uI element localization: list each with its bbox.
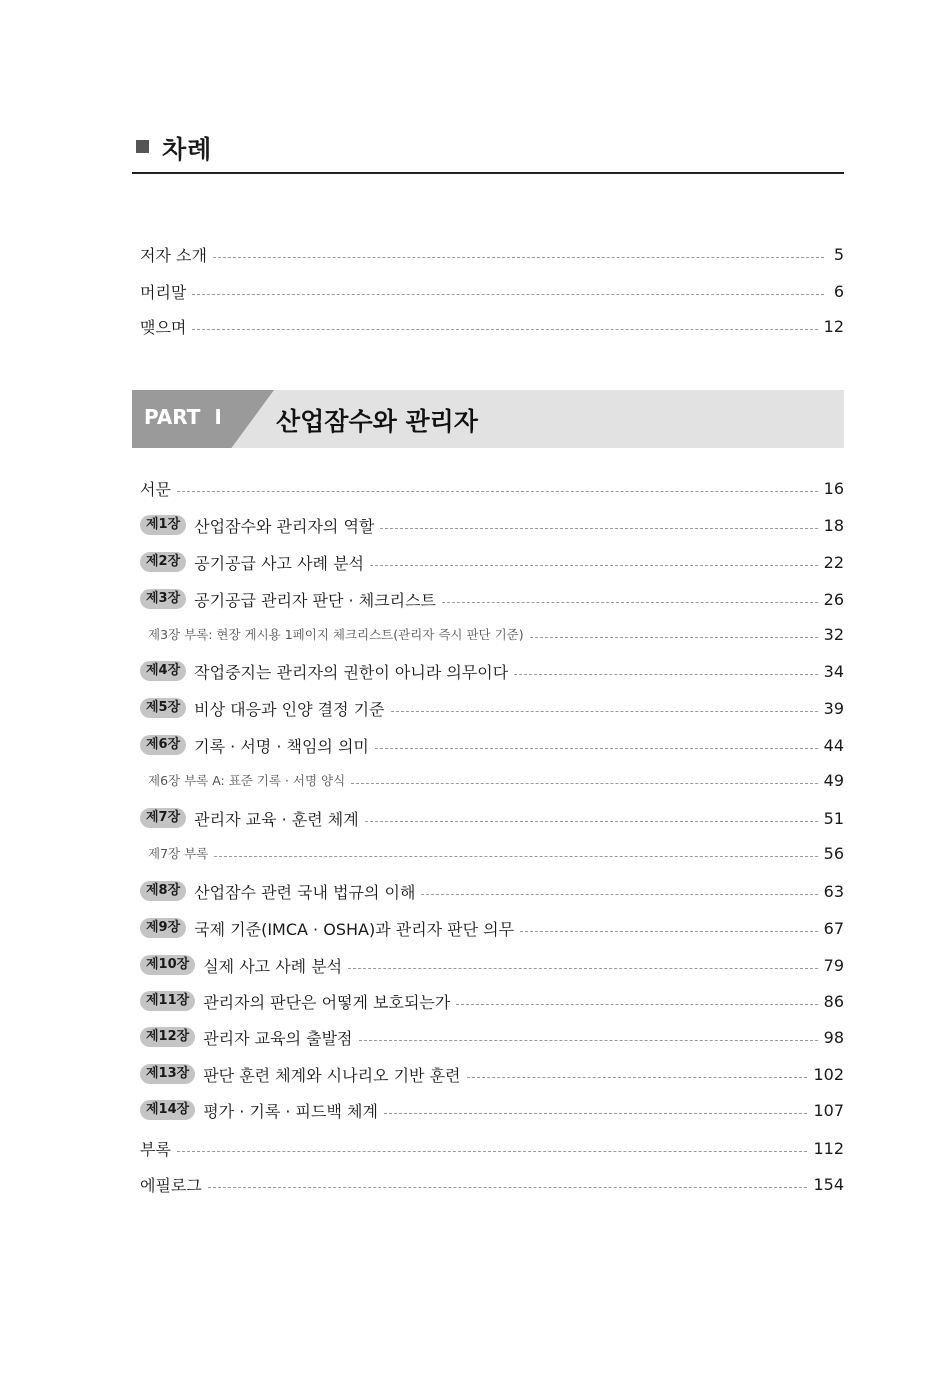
dot-leader xyxy=(530,637,818,638)
entry-page-number: 49 xyxy=(823,770,844,790)
entry-page-number: 26 xyxy=(823,589,844,609)
dot-leader xyxy=(208,1187,808,1188)
entry-title: 맺으며 xyxy=(140,317,187,337)
chapter-badge: 제11장 xyxy=(140,991,195,1011)
entry-title: 제6장 부록 A: 표준 기록 · 서명 양식 xyxy=(148,773,346,788)
entry-page-number: 63 xyxy=(823,881,844,901)
entry-page-number: 16 xyxy=(823,478,844,498)
entry-title: 판단 훈련 체계와 시나리오 기반 훈련 xyxy=(203,1065,461,1085)
entry-title: 관리자 교육 · 훈련 체계 xyxy=(194,809,359,829)
toc-entry-chapter-1[interactable] xyxy=(140,513,844,537)
entry-title: 공기공급 사고 사례 분석 xyxy=(194,553,364,573)
chapter-badge: 제3장 xyxy=(140,589,186,609)
dot-leader xyxy=(348,968,818,969)
entry-page-number: 22 xyxy=(823,552,844,572)
entry-page-number: 102 xyxy=(813,1064,844,1084)
toc-entry-chapter-8[interactable] xyxy=(140,879,844,903)
dot-leader xyxy=(380,528,817,529)
entry-title: 서문 xyxy=(140,479,171,499)
toc-entry-chapter-5[interactable] xyxy=(140,696,844,720)
toc-entry-chapter-7[interactable] xyxy=(140,806,844,830)
entry-page-number: 32 xyxy=(823,624,844,644)
toc-entry-chapter-6-appendix[interactable] xyxy=(140,768,844,792)
toc-entry-chapter-10[interactable] xyxy=(140,953,844,977)
dot-leader xyxy=(351,783,817,784)
toc-entry-preface[interactable] xyxy=(140,279,844,303)
chapter-badge: 제2장 xyxy=(140,552,186,572)
chapter-badge: 제5장 xyxy=(140,698,186,718)
toc-entry-chapter-3-appendix[interactable] xyxy=(140,622,844,646)
dot-leader xyxy=(177,1151,808,1152)
toc-entry-chapter-13[interactable] xyxy=(140,1062,844,1086)
entry-page-number: 56 xyxy=(823,843,844,863)
entry-title: 공기공급 관리자 판단 · 체크리스트 xyxy=(194,590,436,610)
toc-entry-chapter-3[interactable] xyxy=(140,587,844,611)
entry-page-number: 67 xyxy=(823,918,844,938)
chapter-badge: 제12장 xyxy=(140,1027,195,1047)
entry-title: 저자 소개 xyxy=(140,245,207,265)
entry-title: 머리말 xyxy=(140,282,187,302)
toc-entry-introduction[interactable] xyxy=(140,476,844,500)
dot-leader xyxy=(359,1040,818,1041)
entry-page-number: 39 xyxy=(823,698,844,718)
entry-page-number: 112 xyxy=(813,1138,844,1158)
toc-header xyxy=(132,126,844,174)
chapter-badge: 제6장 xyxy=(140,735,186,755)
dot-leader xyxy=(214,856,817,857)
toc-entry-chapter-4[interactable] xyxy=(140,659,844,683)
chapter-badge: 제14장 xyxy=(140,1100,195,1120)
dot-leader xyxy=(375,748,818,749)
entry-title: 비상 대응과 인양 결정 기준 xyxy=(194,699,385,719)
entry-title: 평가 · 기록 · 피드백 체계 xyxy=(203,1101,378,1121)
toc-entry-closing[interactable] xyxy=(140,314,844,338)
entry-title: 산업잠수와 관리자의 역할 xyxy=(194,516,375,536)
dot-leader xyxy=(467,1077,808,1078)
chapter-badge: 제9장 xyxy=(140,918,186,938)
page-title: 차례 xyxy=(162,135,213,164)
dot-leader xyxy=(192,294,824,295)
header-divider xyxy=(132,172,844,174)
dot-leader xyxy=(442,602,818,603)
chapter-badge: 제4장 xyxy=(140,661,186,681)
entry-page-number: 86 xyxy=(823,991,844,1011)
dot-leader xyxy=(384,1113,808,1114)
entry-page-number: 51 xyxy=(823,808,844,828)
entry-title: 관리자 교육의 출발점 xyxy=(203,1028,353,1048)
dot-leader xyxy=(192,329,817,330)
dot-leader xyxy=(514,674,817,675)
entry-title: 실제 사고 사례 분석 xyxy=(203,956,343,976)
entry-page-number: 107 xyxy=(813,1100,844,1120)
toc-entry-epilogue[interactable] xyxy=(140,1172,844,1196)
entry-page-number: 44 xyxy=(823,735,844,755)
toc-entry-appendix[interactable] xyxy=(140,1136,844,1160)
toc-entry-chapter-9[interactable] xyxy=(140,916,844,940)
chapter-badge: 제7장 xyxy=(140,808,186,828)
part-banner xyxy=(132,390,844,448)
chapter-badge: 제10장 xyxy=(140,955,195,975)
entry-page-number: 34 xyxy=(823,661,844,681)
toc-entry-author-intro[interactable] xyxy=(140,242,844,266)
dot-leader xyxy=(520,931,818,932)
entry-title: 산업잠수 관련 국내 법규의 이해 xyxy=(194,882,416,902)
toc-entry-chapter-7-appendix[interactable] xyxy=(140,841,844,865)
entry-page-number: 18 xyxy=(823,515,844,535)
dot-leader xyxy=(177,491,818,492)
entry-title: 관리자의 판단은 어떻게 보호되는가 xyxy=(203,992,451,1012)
entry-page-number: 12 xyxy=(823,316,844,336)
entry-title: 국제 기준(IMCA · OSHA)과 관리자 판단 의무 xyxy=(194,919,515,939)
entry-title: 작업중지는 관리자의 권한이 아니라 의무이다 xyxy=(194,662,509,682)
entry-page-number: 154 xyxy=(813,1174,844,1194)
toc-entry-chapter-11[interactable] xyxy=(140,989,844,1013)
toc-entry-chapter-12[interactable] xyxy=(140,1025,844,1049)
entry-title: 에필로그 xyxy=(140,1175,202,1195)
entry-page-number: 79 xyxy=(823,955,844,975)
part-title: 산업잠수와 관리자 xyxy=(276,407,478,436)
square-bullet-icon xyxy=(136,140,149,153)
dot-leader xyxy=(456,1004,817,1005)
chapter-badge: 제8장 xyxy=(140,881,186,901)
toc-entry-chapter-14[interactable] xyxy=(140,1098,844,1122)
dot-leader xyxy=(370,565,818,566)
entry-page-number: 5 xyxy=(833,244,844,264)
dot-leader xyxy=(391,711,818,712)
toc-entry-chapter-2[interactable] xyxy=(140,550,844,574)
toc-entry-chapter-6[interactable] xyxy=(140,733,844,757)
entry-title: 기록 · 서명 · 책임의 의미 xyxy=(194,736,369,756)
chapter-badge: 제13장 xyxy=(140,1064,195,1084)
dot-leader xyxy=(421,894,817,895)
entry-page-number: 6 xyxy=(833,281,844,301)
dot-leader xyxy=(365,821,818,822)
dot-leader xyxy=(213,257,824,258)
entry-page-number: 98 xyxy=(823,1027,844,1047)
part-label: PART Ⅰ xyxy=(144,405,222,429)
chapter-badge: 제1장 xyxy=(140,515,186,535)
entry-title: 부록 xyxy=(140,1139,171,1159)
entry-title: 제3장 부록: 현장 게시용 1페이지 체크리스트(관리자 즉시 판단 기준) xyxy=(148,627,524,642)
entry-title: 제7장 부록 xyxy=(148,846,209,861)
